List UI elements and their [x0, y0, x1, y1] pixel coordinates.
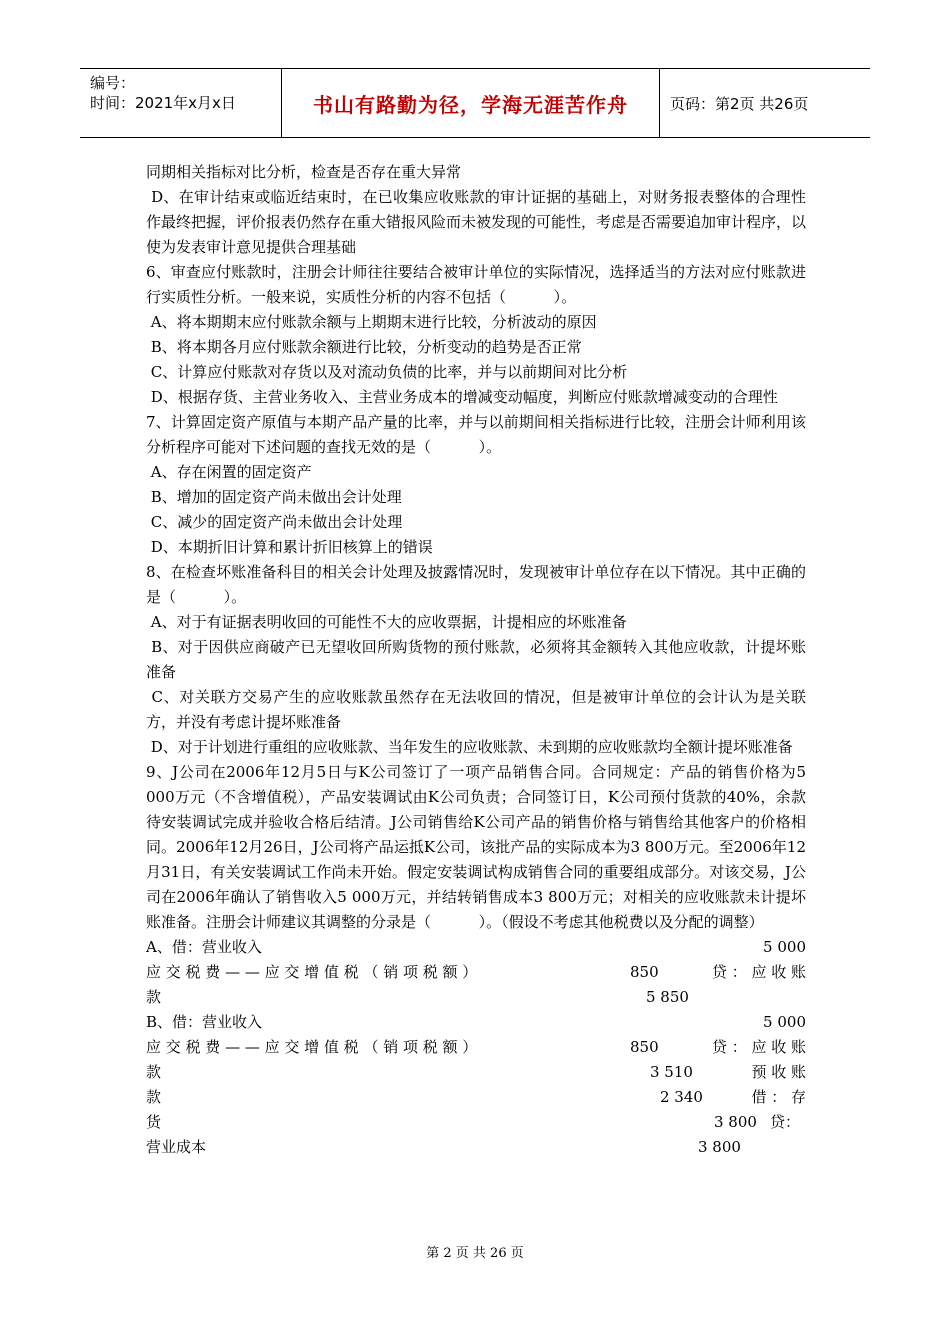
question-7: 7、计算固定资产原值与本期产品产量的比率，并与以前期间相关指标进行比较，注册会计师利用该分析程序可能对下述问题的查找无效的是（ ）。: [146, 413, 806, 456]
entry-label: 款: [146, 1063, 162, 1081]
option: D、根据存货、主营业务收入、主营业务成本的增减变动幅度，判断应付账款增减变动的合理性: [146, 388, 778, 406]
entry-amount: 850: [630, 963, 659, 981]
entry-label: 营业成本: [146, 1138, 207, 1156]
journal-line: [146, 1010, 806, 1035]
header-left-cell: [80, 69, 282, 137]
page-footer: 第 2 页 共 26 页: [426, 1246, 524, 1261]
option: A、存在闲置的固定资产: [146, 463, 312, 481]
entry-amount: 850: [630, 1038, 659, 1056]
document-body: [146, 160, 811, 1160]
entry-amount: 3 510: [650, 1063, 693, 1081]
entry-amount: 5 000: [763, 938, 806, 956]
option: B、将本期各月应付账款余额进行比较，分析变动的趋势是否正常: [146, 338, 582, 356]
header-motto: 书山有路勤为径，学海无涯苦作舟: [282, 69, 660, 137]
journal-line: [146, 1135, 806, 1160]
journal-line: [146, 1035, 806, 1060]
option: B、增加的固定资产尚未做出会计处理: [146, 488, 402, 506]
option: A、将本期期末应付账款余额与上期期末进行比较，分析波动的原因: [146, 313, 597, 331]
journal-line: [146, 1085, 806, 1110]
journal-line: [146, 985, 806, 1010]
entry-label: B、借：营业收入: [146, 1013, 263, 1031]
journal-line: [146, 1110, 806, 1135]
entry-label: 应 交 税 费 — — 应 交 增 值 税 （ 销 项 税 额 ）: [146, 963, 478, 981]
option: C、减少的固定资产尚未做出会计处理: [146, 513, 403, 531]
option: C、对关联方交易产生的应收账款虽然存在无法收回的情况，但是被审计单位的会计认为是关联方，并没有考虑计提坏账准备: [146, 688, 806, 731]
entry-label: A、借：营业收入: [146, 938, 262, 956]
header-page-info: 页码：第2页 共26页: [670, 94, 809, 113]
entry-amount: 2 340: [660, 1088, 703, 1106]
option: A、对于有证据表明收回的可能性不大的应收票据，计提相应的坏账准备: [146, 613, 627, 631]
paragraph: D、在审计结束或临近结束时，在已收集应收账款的审计证据的基础上，对财务报表整体的合理性作最终把握，评价报表仍然存在重大错报风险而未被发现的可能性，考虑是否需要追加审计程序，以使为发表审计意见提供合理基础: [146, 188, 807, 256]
journal-line: [146, 1060, 806, 1085]
time-label: 时间：2021年x月x日: [90, 94, 236, 112]
entry-amount: 3 800: [698, 1138, 741, 1156]
entry-amount: 5 000: [763, 1013, 806, 1031]
journal-line: [146, 960, 806, 985]
entry-debit: 借 ： 存: [751, 1088, 806, 1106]
entry-label: 款: [146, 1088, 162, 1106]
entry-label: 应 交 税 费 — — 应 交 增 值 税 （ 销 项 税 额 ）: [146, 1038, 478, 1056]
entry-credit: 贷 ： 应 收 账: [711, 963, 806, 981]
entry-label: 款: [146, 988, 162, 1006]
question-8: 8、在检查坏账准备科目的相关会计处理及披露情况时，发现被审计单位存在以下情况。其中正确的是（ ）。: [146, 563, 806, 606]
page-header: [80, 68, 870, 138]
entry-amount: 3 800: [714, 1113, 757, 1131]
number-label: 编号：: [90, 74, 136, 92]
paragraph: 同期相关指标对比分析，检查是否存在重大异常: [146, 163, 462, 181]
entry-credit: 贷 ： 应 收 账: [711, 1038, 806, 1056]
question-6: 6、审查应付账款时，注册会计师往往要结合被审计单位的实际情况，选择适当的方法对应付账款进行实质性分析。一般来说，实质性分析的内容不包括（ ）。: [146, 263, 806, 306]
entry-label: 货: [146, 1113, 162, 1131]
entry-credit: 贷：: [769, 1113, 800, 1131]
option: D、本期折旧计算和累计折旧核算上的错误: [146, 538, 433, 556]
entry-credit: 预 收 账: [751, 1063, 806, 1081]
entry-amount: 5 850: [646, 988, 689, 1006]
option: D、对于计划进行重组的应收账款、当年发生的应收账款、未到期的应收账款均全额计提坏账准备: [146, 738, 793, 756]
option: C、计算应付账款对存货以及对流动负债的比率，并与以前期间对比分析: [146, 363, 628, 381]
journal-line: [146, 935, 806, 960]
option: B、对于因供应商破产已无望收回所购货物的预付账款，必须将其金额转入其他应收款，计提坏账准备: [146, 638, 806, 681]
question-9: 9、J公司在2006年12月5日与K公司签订了一项产品销售合同。合同规定：产品的销售价格为5 000万元（不含增值税），产品安装调试由K公司负责；合同签订日，K公司预付货款的40%，余款待安装调试完成并验收合格后结清。J公司销售给K公司产品的销售价格与销售给其他客户的价格相同。2006年12月26日，J公司将产品运抵K公司，该批产品的实际成本为3 800万元。至2006年12月31日，有关安装调试工作尚未开始。假定安装调试构成销售合同的重要组成部分。对该交易，J公司在2006年确认了销售收入5 000万元，并结转销售成本3 800万元；对相关的应收账款未计提坏账准备。注册会计师建议其调整的分录是（ ）。（假设不考虑其他税费以及分配的调整）: [146, 763, 811, 931]
